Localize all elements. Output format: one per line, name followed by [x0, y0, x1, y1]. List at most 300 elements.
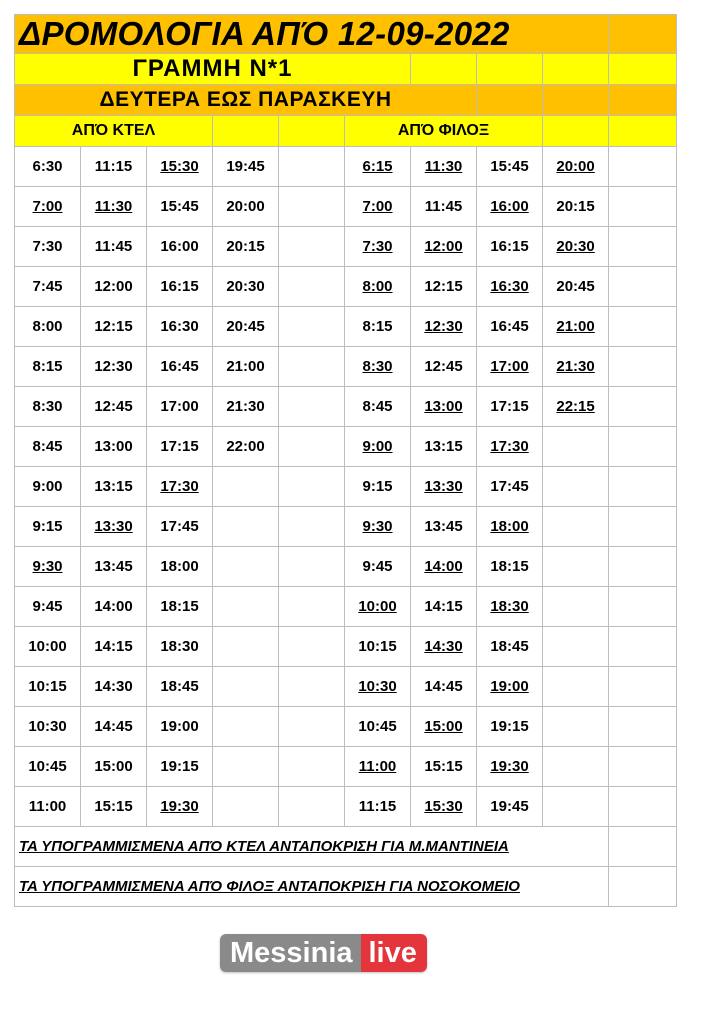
time-cell: [279, 747, 345, 787]
departure-time: 12:30: [94, 358, 133, 375]
departure-time: 19:00: [160, 718, 199, 735]
time-cell: [147, 267, 213, 307]
time-cell: [15, 787, 81, 827]
time-cell: [345, 627, 411, 667]
time-cell: [411, 347, 477, 387]
note-filox: ΤΑ ΥΠΟΓΡΑΜΜΙΣΜΕΝΑ ΑΠΌ ΦΙΛΟΞ ΑΝΤΑΠΟΚΡΙΣΗ ΓΙΑ ΝΟΣΟΚΟΜΕΙΟ: [19, 878, 520, 895]
departure-time: 8:30: [32, 398, 63, 415]
underlined-departure-time: 16:00: [490, 198, 529, 215]
logo-text-live: live: [361, 934, 427, 972]
underlined-departure-time: 13:30: [424, 478, 463, 495]
empty-cell: [609, 787, 677, 827]
underlined-departure-time: 20:00: [556, 158, 595, 175]
departure-time: 11:45: [94, 238, 133, 255]
departure-time: 14:45: [424, 678, 463, 695]
time-cell: [279, 627, 345, 667]
time-cell: [279, 187, 345, 227]
empty-cell: [609, 147, 677, 187]
schedule-row: [15, 707, 677, 747]
time-cell: [279, 427, 345, 467]
departure-time: 12:15: [424, 278, 463, 295]
time-cell: [213, 467, 279, 507]
empty-cell: [609, 187, 677, 227]
departure-time: 11:15: [358, 798, 397, 815]
departure-time: 8:15: [362, 318, 393, 335]
underlined-departure-time: 11:30: [94, 198, 133, 215]
time-cell: [477, 267, 543, 307]
time-cell: [147, 227, 213, 267]
timetable: [14, 14, 677, 907]
schedule-row: [15, 387, 677, 427]
time-cell: [15, 307, 81, 347]
underlined-departure-time: 13:00: [424, 398, 463, 415]
departure-time: 10:15: [28, 678, 67, 695]
page-title: ΔΡΟΜΟΛΟΓΙΑ ΑΠΌ 12-09-2022: [19, 15, 510, 52]
schedule-row: [15, 307, 677, 347]
time-cell: [213, 267, 279, 307]
time-cell: [543, 227, 609, 267]
time-cell: [213, 707, 279, 747]
note-ktel: ΤΑ ΥΠΟΓΡΑΜΜΙΣΜΕΝΑ ΑΠΌ ΚΤΕΛ ΑΝΤΑΠΟΚΡΙΣΗ ΓΙΑ Μ.ΜΑΝΤΙΝΕΙΑ: [19, 838, 509, 855]
time-cell: [15, 507, 81, 547]
note-row-filox: [15, 867, 677, 907]
time-cell: [477, 187, 543, 227]
underlined-departure-time: 12:30: [424, 318, 463, 335]
time-cell: [15, 667, 81, 707]
time-cell: [279, 587, 345, 627]
time-cell: [477, 707, 543, 747]
time-cell: [15, 187, 81, 227]
departure-time: 12:45: [424, 358, 463, 375]
departure-time: 18:45: [160, 678, 199, 695]
time-cell: [411, 587, 477, 627]
time-cell: [477, 507, 543, 547]
time-cell: [147, 387, 213, 427]
time-cell: [411, 667, 477, 707]
time-cell: [345, 147, 411, 187]
departure-time: 8:15: [32, 358, 63, 375]
time-cell: [543, 307, 609, 347]
time-cell: [477, 587, 543, 627]
schedule-row: [15, 547, 677, 587]
time-cell: [279, 347, 345, 387]
underlined-departure-time: 6:15: [362, 158, 393, 175]
departure-time: 8:00: [32, 318, 63, 335]
time-cell: [543, 587, 609, 627]
time-cell: [213, 787, 279, 827]
departure-time: 9:00: [32, 478, 63, 495]
departure-time: 21:30: [226, 398, 265, 415]
time-cell: [213, 187, 279, 227]
time-cell: [345, 787, 411, 827]
time-cell: [411, 507, 477, 547]
departure-time: 21:00: [226, 358, 265, 375]
departure-time: 7:45: [32, 278, 63, 295]
departure-time: 16:15: [160, 278, 199, 295]
time-cell: [81, 747, 147, 787]
time-cell: [543, 787, 609, 827]
time-cell: [477, 547, 543, 587]
time-cell: [543, 707, 609, 747]
time-cell: [477, 427, 543, 467]
empty-cell: [609, 427, 677, 467]
departure-time: 20:45: [556, 278, 595, 295]
departure-time: 18:15: [490, 558, 529, 575]
departure-time: 10:45: [358, 718, 397, 735]
departure-time: 14:15: [94, 638, 133, 655]
underlined-departure-time: 7:00: [32, 198, 63, 215]
departure-time: 11:00: [28, 798, 67, 815]
departure-time: 9:15: [362, 478, 393, 495]
schedule-row: [15, 147, 677, 187]
departure-time: 16:15: [490, 238, 529, 255]
departure-time: 18:30: [160, 638, 199, 655]
time-cell: [213, 147, 279, 187]
empty-cell: [609, 547, 677, 587]
schedule-row: [15, 467, 677, 507]
departure-time: 20:15: [226, 238, 265, 255]
departure-time: 20:15: [556, 198, 595, 215]
time-cell: [147, 507, 213, 547]
schedule-row: [15, 587, 677, 627]
underlined-departure-time: 21:00: [556, 318, 595, 335]
messinia-live-logo: [220, 934, 427, 972]
time-cell: [81, 347, 147, 387]
departure-time: 8:45: [32, 438, 63, 455]
empty-cell: [609, 467, 677, 507]
underlined-departure-time: 8:00: [362, 278, 393, 295]
schedule-row: [15, 227, 677, 267]
time-cell: [81, 227, 147, 267]
time-cell: [279, 387, 345, 427]
underlined-departure-time: 19:00: [490, 678, 529, 695]
schedule-row: [15, 787, 677, 827]
departure-time: 15:15: [424, 758, 463, 775]
underlined-departure-time: 17:30: [490, 438, 529, 455]
underlined-departure-time: 11:30: [424, 158, 463, 175]
time-cell: [213, 227, 279, 267]
time-cell: [81, 627, 147, 667]
time-cell: [411, 627, 477, 667]
departure-time: 20:30: [226, 278, 265, 295]
empty-cell: [609, 387, 677, 427]
underlined-departure-time: 9:30: [362, 518, 393, 535]
time-cell: [81, 307, 147, 347]
days-heading: ΔΕΥΤΕΡΑ ΕΩΣ ΠΑΡΑΣΚΕΥΗ: [99, 88, 392, 111]
underlined-departure-time: 8:30: [362, 358, 393, 375]
time-cell: [345, 707, 411, 747]
line-heading: ΓΡΑΜΜΗ Ν*1: [132, 55, 293, 82]
time-cell: [543, 667, 609, 707]
departure-time: 19:45: [226, 158, 265, 175]
departure-time: 13:45: [424, 518, 463, 535]
underlined-departure-time: 10:30: [358, 678, 397, 695]
departure-time: 19:15: [160, 758, 199, 775]
time-cell: [411, 707, 477, 747]
time-cell: [15, 627, 81, 667]
empty-cell: [609, 627, 677, 667]
time-cell: [345, 267, 411, 307]
time-cell: [213, 747, 279, 787]
time-cell: [477, 147, 543, 187]
time-cell: [543, 387, 609, 427]
time-cell: [477, 227, 543, 267]
time-cell: [81, 707, 147, 747]
departure-time: 12:00: [94, 278, 133, 295]
underlined-departure-time: 15:00: [424, 718, 463, 735]
departure-time: 9:45: [362, 558, 393, 575]
time-cell: [213, 667, 279, 707]
time-cell: [147, 187, 213, 227]
departure-time: 16:00: [160, 238, 199, 255]
empty-cell: [609, 507, 677, 547]
departure-time: 22:00: [226, 438, 265, 455]
underlined-departure-time: 19:30: [160, 798, 199, 815]
time-cell: [15, 267, 81, 307]
departure-time: 19:45: [490, 798, 529, 815]
time-cell: [411, 747, 477, 787]
time-cell: [147, 307, 213, 347]
time-cell: [213, 387, 279, 427]
schedule-row: [15, 187, 677, 227]
time-cell: [15, 747, 81, 787]
time-cell: [15, 587, 81, 627]
departure-time: 16:30: [160, 318, 199, 335]
time-cell: [345, 587, 411, 627]
departure-time: 10:00: [28, 638, 67, 655]
departure-time: 10:45: [28, 758, 67, 775]
departure-time: 15:15: [94, 798, 133, 815]
time-cell: [543, 347, 609, 387]
time-cell: [411, 307, 477, 347]
timetable-sheet: [14, 14, 658, 907]
time-cell: [81, 467, 147, 507]
departure-time: 17:15: [160, 438, 199, 455]
time-cell: [81, 267, 147, 307]
time-cell: [213, 587, 279, 627]
time-cell: [345, 467, 411, 507]
departure-time: 14:45: [94, 718, 133, 735]
time-cell: [15, 387, 81, 427]
time-cell: [213, 427, 279, 467]
time-cell: [213, 347, 279, 387]
time-cell: [81, 147, 147, 187]
underlined-departure-time: 18:30: [490, 598, 529, 615]
underlined-departure-time: 9:00: [362, 438, 393, 455]
underlined-departure-time: 19:30: [490, 758, 529, 775]
time-cell: [81, 427, 147, 467]
underlined-departure-time: 16:30: [490, 278, 529, 295]
time-cell: [81, 787, 147, 827]
time-cell: [279, 547, 345, 587]
time-cell: [279, 667, 345, 707]
time-cell: [411, 187, 477, 227]
departure-time: 20:00: [226, 198, 265, 215]
underlined-departure-time: 9:30: [32, 558, 63, 575]
time-cell: [411, 547, 477, 587]
time-cell: [279, 227, 345, 267]
underlined-departure-time: 14:30: [424, 638, 463, 655]
underlined-departure-time: 13:30: [94, 518, 133, 535]
time-cell: [477, 347, 543, 387]
time-cell: [147, 667, 213, 707]
time-cell: [477, 467, 543, 507]
time-cell: [477, 627, 543, 667]
time-cell: [345, 667, 411, 707]
time-cell: [147, 347, 213, 387]
time-cell: [411, 387, 477, 427]
time-cell: [543, 467, 609, 507]
underlined-departure-time: 11:00: [358, 758, 397, 775]
time-cell: [477, 387, 543, 427]
time-cell: [147, 427, 213, 467]
time-cell: [411, 467, 477, 507]
time-cell: [279, 787, 345, 827]
schedule-row: [15, 627, 677, 667]
time-cell: [15, 427, 81, 467]
time-cell: [411, 147, 477, 187]
empty-cell: [609, 267, 677, 307]
departure-time: 15:45: [160, 198, 199, 215]
departure-time: 13:15: [424, 438, 463, 455]
time-cell: [411, 427, 477, 467]
schedule-row: [15, 667, 677, 707]
time-cell: [81, 387, 147, 427]
underlined-departure-time: 10:00: [358, 598, 397, 615]
time-cell: [147, 707, 213, 747]
underlined-departure-time: 22:15: [556, 398, 595, 415]
time-cell: [543, 267, 609, 307]
time-cell: [147, 627, 213, 667]
empty-cell: [609, 227, 677, 267]
departure-time: 15:45: [490, 158, 529, 175]
schedule-row: [15, 347, 677, 387]
note-row-ktel: [15, 827, 677, 867]
departure-time: 19:15: [490, 718, 529, 735]
empty-cell: [609, 707, 677, 747]
time-cell: [411, 227, 477, 267]
time-cell: [543, 187, 609, 227]
time-cell: [15, 227, 81, 267]
time-cell: [81, 507, 147, 547]
time-cell: [543, 627, 609, 667]
empty-cell: [609, 307, 677, 347]
time-cell: [81, 587, 147, 627]
logo-text-messinia: Messinia: [220, 934, 361, 972]
departure-time: 17:45: [490, 478, 529, 495]
departure-time: 14:00: [94, 598, 133, 615]
time-cell: [543, 547, 609, 587]
time-cell: [345, 747, 411, 787]
time-cell: [279, 147, 345, 187]
departure-time: 17:45: [160, 518, 199, 535]
departure-time: 11:15: [94, 158, 133, 175]
departure-time: 14:30: [94, 678, 133, 695]
departure-time: 20:45: [226, 318, 265, 335]
direction-row: [15, 116, 677, 147]
time-cell: [345, 387, 411, 427]
time-cell: [477, 667, 543, 707]
departure-time: 10:15: [358, 638, 397, 655]
time-cell: [147, 747, 213, 787]
time-cell: [213, 507, 279, 547]
departure-time: 9:15: [32, 518, 63, 535]
time-cell: [147, 547, 213, 587]
time-cell: [411, 787, 477, 827]
departure-time: 13:00: [94, 438, 133, 455]
time-cell: [279, 267, 345, 307]
empty-cell: [609, 747, 677, 787]
time-cell: [15, 707, 81, 747]
time-cell: [279, 467, 345, 507]
departure-time: 11:45: [424, 198, 463, 215]
time-cell: [345, 347, 411, 387]
time-cell: [477, 747, 543, 787]
from-filox-heading: ΑΠΌ ΦΙΛΟΞ: [397, 122, 490, 139]
time-cell: [15, 147, 81, 187]
time-cell: [15, 347, 81, 387]
time-cell: [543, 147, 609, 187]
time-cell: [543, 747, 609, 787]
departure-time: 8:45: [362, 398, 393, 415]
underlined-departure-time: 21:30: [556, 358, 595, 375]
underlined-departure-time: 7:30: [362, 238, 393, 255]
departure-time: 13:15: [94, 478, 133, 495]
time-cell: [279, 307, 345, 347]
time-cell: [279, 507, 345, 547]
departure-time: 16:45: [490, 318, 529, 335]
departure-time: 18:45: [490, 638, 529, 655]
departure-time: 13:45: [94, 558, 133, 575]
departure-time: 18:00: [160, 558, 199, 575]
underlined-departure-time: 18:00: [490, 518, 529, 535]
time-cell: [543, 427, 609, 467]
time-cell: [477, 307, 543, 347]
time-cell: [213, 547, 279, 587]
empty-cell: [609, 587, 677, 627]
time-cell: [345, 427, 411, 467]
schedule-row: [15, 507, 677, 547]
departure-time: 15:00: [94, 758, 133, 775]
time-cell: [147, 787, 213, 827]
underlined-departure-time: 12:00: [424, 238, 463, 255]
empty-cell: [609, 347, 677, 387]
time-cell: [213, 627, 279, 667]
time-cell: [147, 147, 213, 187]
schedule-row: [15, 427, 677, 467]
time-cell: [81, 187, 147, 227]
departure-time: 12:45: [94, 398, 133, 415]
from-ktel-heading: ΑΠΌ ΚΤΕΛ: [71, 122, 156, 139]
underlined-departure-time: 17:00: [490, 358, 529, 375]
departure-time: 7:30: [32, 238, 63, 255]
departure-time: 12:15: [94, 318, 133, 335]
time-cell: [477, 787, 543, 827]
empty-cell: [609, 667, 677, 707]
departure-time: 17:00: [160, 398, 199, 415]
time-cell: [15, 467, 81, 507]
underlined-departure-time: 20:30: [556, 238, 595, 255]
time-cell: [279, 707, 345, 747]
underlined-departure-time: 17:30: [160, 478, 199, 495]
time-cell: [345, 227, 411, 267]
time-cell: [345, 307, 411, 347]
time-cell: [411, 267, 477, 307]
underlined-departure-time: 15:30: [424, 798, 463, 815]
days-row: [15, 85, 677, 116]
departure-time: 14:15: [424, 598, 463, 615]
underlined-departure-time: 14:00: [424, 558, 463, 575]
